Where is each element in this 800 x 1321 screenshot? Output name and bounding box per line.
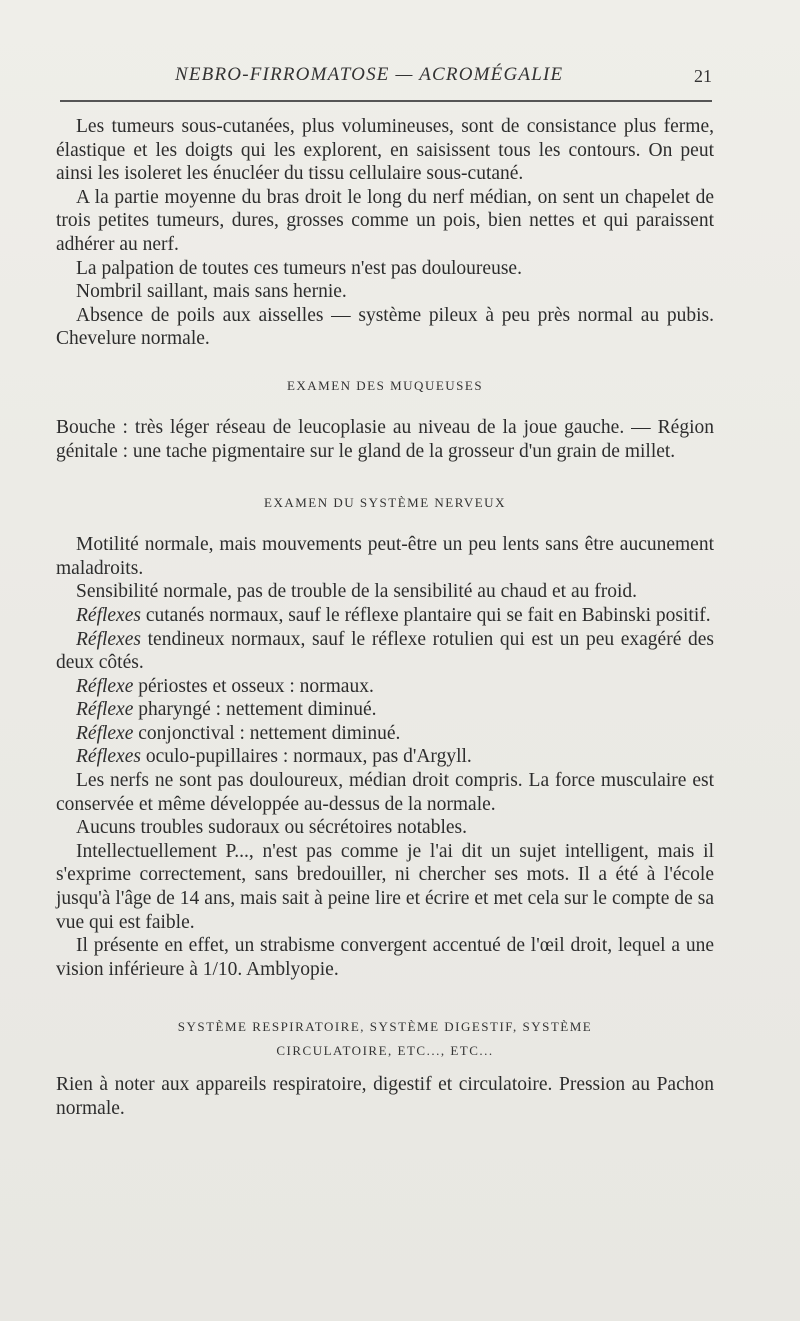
- paragraph: Il présente en effet, un strabisme convergent accentué de l'œil droit, lequel a une vision inférieure à 1/10. Amblyopie.: [56, 935, 714, 980]
- paragraph-reflex: [56, 745, 714, 769]
- paragraph: Les tumeurs sous-cutanées, plus volumineuses, sont de consistance plus ferme, élastique et les doigts qui les explorent, en saisissent tous les contours. On peut ainsi les isoleret les énucléer du tissu cellulaire sous-cutané.: [56, 116, 714, 185]
- page-number: 21: [694, 66, 712, 86]
- paragraph-reflex: [56, 698, 714, 722]
- paragraph-reflex: [56, 722, 714, 746]
- running-head: [60, 64, 712, 92]
- section-title-respiratoire: [56, 981, 714, 1073]
- paragraph-respiratoire: Rien à noter aux appareils respiratoire, digestif et circulatoire. Pression au Pachon normale.: [56, 1074, 714, 1119]
- reflex-text: périostes et osseux : normaux.: [133, 675, 374, 697]
- paragraph-reflex: [56, 628, 714, 675]
- reflex-text: pharyngé : nettement diminué.: [133, 699, 377, 721]
- paragraph: Absence de poils aux aisselles — système pileux à peu près normal au pubis. Chevelure normale.: [56, 304, 714, 350]
- paragraph: Motilité normale, mais mouvements peut-être un peu lents sans être aucunement maladroits.: [56, 534, 714, 579]
- reflex-text: oculo-pupillaires : normaux, pas d'Argyll.: [140, 746, 472, 768]
- paragraph: Sensibilité normale, pas de trouble de la sensibilité au chaud et au froid.: [76, 581, 638, 603]
- section-title-line: CIRCULATOIRE, ETC..., ETC...: [276, 1043, 494, 1059]
- paragraph: Aucuns troubles sudoraux ou sécrétoires notables.: [76, 817, 467, 839]
- paragraph-reflex: [56, 675, 714, 699]
- paragraph-muqueuses: Bouche : très léger réseau de leucoplasie au niveau de la joue gauche. — Région génitale : une tache pigmentaire sur le gland de la grosseur d'un grain de millet.: [56, 416, 714, 462]
- section-title-muqueuses: EXAMEN DES MUQUEUSES: [286, 377, 484, 393]
- paragraph: La palpation de toutes ces tumeurs n'est pas douloureuse.: [76, 257, 522, 279]
- reflex-term: Réflexes: [76, 746, 141, 768]
- reflex-term: Réflexe: [76, 722, 134, 744]
- header-rule: [60, 100, 712, 102]
- reflex-text: tendineux normaux, sauf le réflexe rotulien qui est un peu exagéré des deux côtés.: [56, 628, 714, 674]
- section-title-nerveux: EXAMEN DU SYSTÈME NERVEUX: [264, 495, 506, 511]
- reflex-term: Réflexes: [76, 628, 141, 650]
- section-title-line: SYSTÈME RESPIRATOIRE, SYSTÈME DIGESTIF, SYSTÈME: [177, 1019, 593, 1035]
- reflex-term: Réflexe: [76, 675, 134, 697]
- paragraph: A la partie moyenne du bras droit le long du nerf médian, on sent un chapelet de trois petites tumeurs, dures, grosses comme un pois, bien nettes et qui paraissent adhérer au nerf.: [56, 186, 714, 255]
- reflex-term: Réflexe: [76, 699, 134, 721]
- reflex-term: Réflexes: [76, 604, 141, 626]
- paragraph: Les nerfs ne sont pas douloureux, médian droit compris. La force musculaire est conservée et même développée au-dessus de la normale.: [56, 770, 714, 815]
- paragraph: Nombril saillant, mais sans hernie.: [76, 281, 347, 303]
- paragraph-reflex: [56, 604, 714, 628]
- body-text: [56, 115, 714, 1121]
- reflex-text: cutanés normaux, sauf le réflexe plantaire qui se fait en Babinski positif.: [140, 604, 711, 626]
- paragraph: Intellectuellement P..., n'est pas comme je l'ai dit un sujet intelligent, mais il s'exprime correctement, sans bredouiller, ni chercher ses mots. Il a été à l'école jusqu'à l'âge de 14 ans, mais sait à peine lire et écrire et met cela sur le compte de sa vue qui est faible.: [56, 840, 714, 933]
- running-title: NEBRO-FIRROMATOSE — ACROMÉGALIE: [175, 64, 564, 85]
- reflex-text: conjonctival : nettement diminué.: [133, 722, 401, 744]
